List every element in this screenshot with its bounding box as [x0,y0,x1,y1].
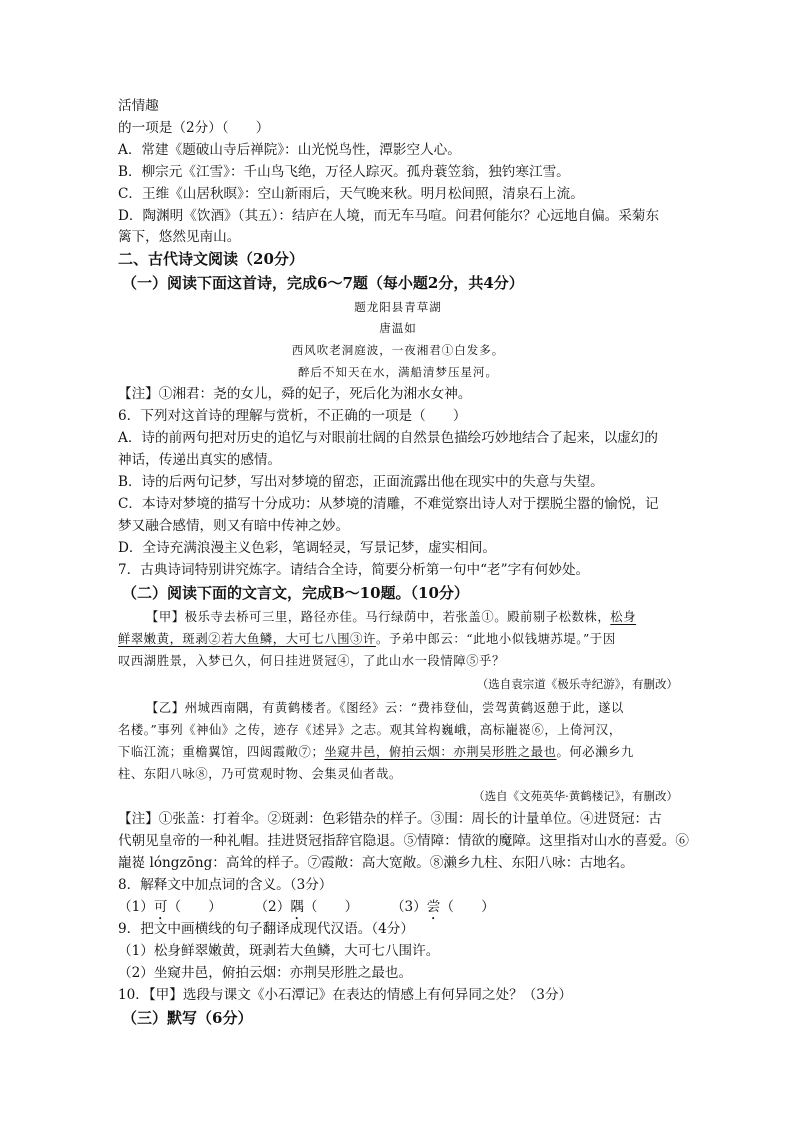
question-6: 6．下列对这首诗的理解与赏析，不正确的一项是（ ） [118,408,467,424]
passage-jia-line: 鲜翠嫩黄，斑剥②若大鱼鳞，大可七八围③许。予弟中郎云：“此地小似钱塘苏堤。”于因 [118,632,616,646]
question-stem: 的一项是（2分）（ ） [118,120,270,136]
option-b: B．诗的后两句记梦，写出对梦境的留恋，正面流露出他在现实中的失意与失望。 [118,474,604,490]
option-b: B．柳宗元《江雪》：千山鸟飞绝，万径人踪灭。孤舟蓑笠翁，独钓寒江雪。 [118,164,570,180]
source-citation: （选自袁宗道《极乐寺纪游》，有删改） [476,677,678,691]
option-a: A．诗的前两句把对历史的追忆与对眼前壮阔的自然景色描绘巧妙地结合了起来，以虚幻的 [118,430,658,446]
option-c: C．本诗对梦境的描写十分成功：从梦境的清雕，不难觉察出诗人对于摆脱尘嚣的愉悦，记 [118,496,659,512]
question-9-item: （2）坐窥井邑，俯拍云烟：亦荆吴形胜之最也。 [118,965,413,981]
option-d: D．全诗充满浪漫主义色彩，笔调轻灵，写景记梦，虚实相间。 [118,540,496,556]
note: 【注】①湘君：尧的女儿，舜的妃子，死后化为湘水女神。 [118,386,472,402]
poem-line: 西风吹老洞庭波，一夜湘君①白发多。 [291,343,505,357]
question-8: 8．解释文中加点词的含义。（3分） [118,877,333,893]
note: 巃嵸 lóngzōng：高耸的样子。⑦霞敞：高大宽敞。⑧濑乡九柱、东阳八咏：古地名。 [118,855,634,871]
question-9: 9．把文中画横线的句子翻译成现代汉语。（4分） [118,921,414,937]
passage-yi-line: 【乙】州城西南隅，有黄鹤楼者。《图经》云：“费祎登仙，尝驾黄鹤返憩于此，遂以 [146,701,624,715]
option-d: D．陶渊明《饮酒》（其五）：结庐在人境，而无车马喧。问君何能尔？心远地自偏。采菊东 [118,208,660,224]
question-9-item: （1）松身鲜翠嫩黄，斑剥若大鱼鳞，大可七八围许。 [118,943,440,959]
option-c-cont: 梦又融合感情，则又有暗中传神之妙。 [118,518,350,534]
source-citation: （选自《文苑英华·黄鹤楼记》，有删改） [473,789,678,803]
question-7: 7．古典诗词特别讲究炼字。请结合全诗，简要分析第一句中“老”字有何妙处。 [118,562,590,578]
poem-author: 唐温如 [379,321,417,335]
passage-yi-line: 名楼。”事列《神仙》之传，迹存《述异》之志。观其耸构巍峨，高标巃嵸⑥，上倚河汉， [118,723,622,737]
option-a: A．常建《题破山寺后禅院》：山光悦鸟性，潭影空人心。 [118,142,461,158]
part-heading: （一）阅读下面这首诗，完成6～7题（每小题2分，共4分） [122,274,524,292]
passage-yi-line: 柱、东阳八咏⑧，乃可赏观时物、会集灵仙者哉。 [118,767,402,781]
question-10: 10．【甲】选段与课文《小石潭记》在表达的情感上有何异同之处？（3分） [118,987,573,1003]
passage-yi-line: 下临江流；重檐翼馆，四闼霞敞⑦；坐窥井邑，俯拍云烟：亦荆吴形胜之最也。何必濑乡九 [118,745,634,759]
option-d-cont: 篱下，悠然见南山。 [118,229,241,245]
poem-title: 题龙阳县青草湖 [354,300,442,314]
option-a-cont: 神话，传递出真实的感情。 [118,452,282,468]
poem-line: 醉后不知天在水，满船清梦压星河。 [298,365,498,379]
note: 代朝见皇帝的一种礼帽。挂进贤冠指辞官隐退。⑤情障：情欲的魔障。这里指对山水的喜爱。⑥ [118,833,689,849]
option-c: C．王维《山居秋暝》：空山新雨后，天气晚来秋。明月松间照，清泉石上流。 [118,186,584,202]
part-heading: （二）阅读下面的文言文，完成B～10题。（10分） [122,584,469,602]
passage-jia-line: 叹西湖胜景，入梦已久，何日挂进贤冠④，了此山水一段情障⑤乎？ [118,654,505,668]
question-8-items: （1）可（ ） （2）隅（ ） （3）尝（ ） [118,899,495,915]
note: 【注】①张盖：打着伞。②斑剥：色彩错杂的样子。③围：周长的计量单位。④进贤冠：古 [118,811,662,827]
part-heading: （三）默写（6分） [122,1009,253,1027]
passage-jia-line: 【甲】极乐寺去桥可三里，路径亦佳。马行绿荫中，若张盖①。殿前剔子松数株，松身 [146,610,637,624]
text-line: 活情趣 [118,98,159,114]
section-heading: 二、古代诗文阅读（20分） [118,250,304,268]
